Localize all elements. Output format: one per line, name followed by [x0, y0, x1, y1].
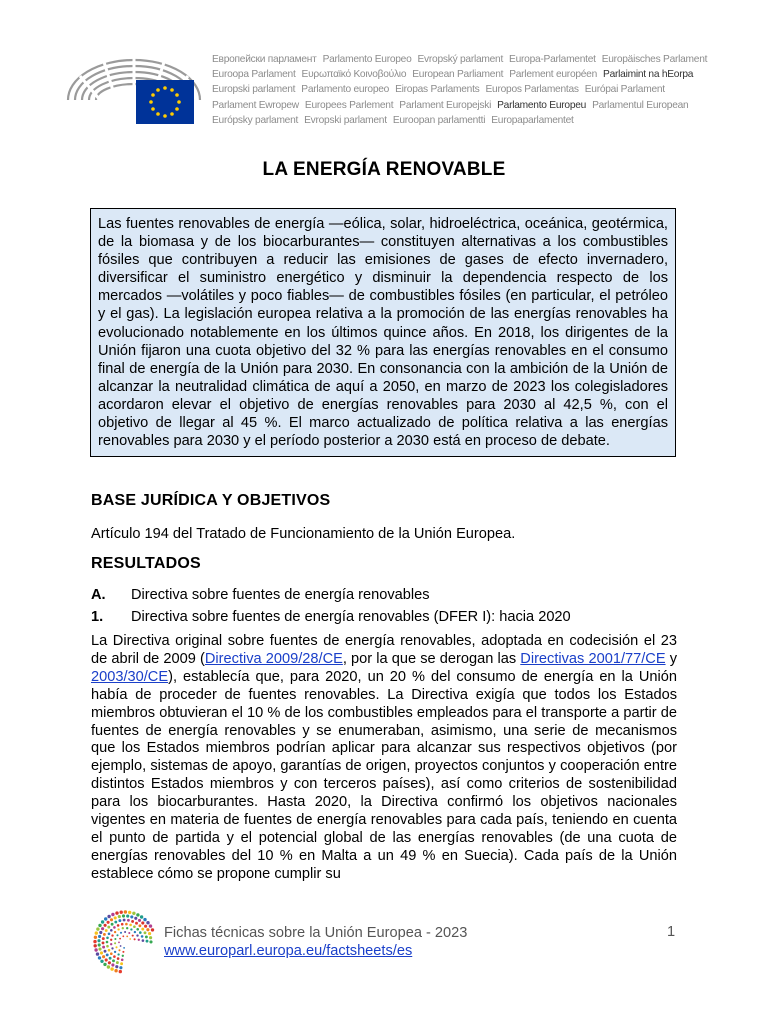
body-text-part: La Directiva original sobre fuentes de energía renovables, adoptada en codecisión el 23 de abril de 2009 (: [91, 633, 677, 667]
logo-dot: [94, 944, 97, 947]
body-paragraph: [91, 633, 677, 881]
parliament-name: Euroopan parlamentti: [392, 114, 486, 126]
logo-dot: [145, 935, 148, 938]
parliament-name: Ευρωπαϊκό Κοινοβούλιο: [301, 69, 407, 81]
parliament-name: Euroopa Parlament: [212, 69, 296, 81]
logo-dot: [138, 924, 141, 927]
logo-dot: [110, 967, 113, 970]
item-a-text: Directiva sobre fuentes de energía renovables: [131, 587, 430, 603]
summary-box: Las fuentes renovables de energía —eólica, solar, hidroeléctrica, oceánica, geotérmica, de la biomasa y de los biocarburantes— constituyen alternativas a los combustibles fósiles que contribuyen a reducir las emisiones de gases de efecto invernadero, diversificar el suministro energético y disminuir la dependencia respecto de los mercados —volátiles y poco fiables— de combustibles fósiles (en particular, el petróleo y el gas). La legislación europea relativa a la promoción de las energías renovables ha evolucionado notablemente en los últimos quince años. En 2018, los dirigentes de la Unión fijaron una cuota objetivo del 32 % para las energías renovables en el consumo final de energía de la Unión para 2030. En consonancia con la ambición de la Unión de alcanzar la neutralidad climática de aquí a 2050, en marzo de 2023 los colegisladores acordaron elevar el objetivo de energías renovables para 2030 al 42,5 %, con el objetivo de llegar al 45 %. El marco actualizado de política relativa a las energías renovables para 2030 y el período posterior a 2030 está en proceso de debate.: [90, 208, 676, 457]
logo-dot: [116, 934, 118, 936]
logo-dot: [125, 923, 128, 926]
logo-dot: [115, 911, 118, 914]
logo-dot: [110, 929, 113, 932]
footer-link[interactable]: www.europarl.europa.eu/factsheets/es: [164, 943, 413, 959]
logo-dot: [128, 911, 131, 914]
logo-dot: [120, 911, 123, 914]
logo-dot: [96, 927, 99, 930]
parliament-name: Európai Parlament: [584, 84, 665, 96]
page-title: LA ENERGÍA RENOVABLE: [262, 159, 506, 180]
logo-dot: [140, 915, 143, 918]
logo-dot: [132, 935, 134, 937]
results-heading: RESULTADOS: [91, 555, 201, 572]
logo-dot: [149, 940, 152, 943]
logo-dot: [121, 959, 124, 962]
logo-dot: [106, 945, 109, 948]
logo-dot: [114, 921, 117, 924]
logo-dot: [122, 951, 124, 953]
logo-dot: [113, 955, 116, 958]
logo-dot: [118, 919, 121, 922]
logo-dot: [99, 931, 102, 934]
logo-dot: [100, 960, 103, 963]
logo-dot: [127, 919, 130, 922]
logo-dot: [110, 939, 112, 941]
logo-dot: [141, 921, 144, 924]
logo-dot: [111, 923, 114, 926]
logo-dot: [126, 915, 129, 918]
logo-dot: [123, 947, 125, 949]
logo-dot: [120, 962, 123, 965]
logo-dot: [143, 918, 146, 921]
parliament-name: Európsky parlament: [212, 114, 299, 126]
logo-dot: [98, 943, 101, 946]
logo-dot: [108, 949, 111, 952]
logo-dot: [102, 941, 105, 944]
logo-dot: [133, 925, 136, 928]
logo-dot: [94, 936, 97, 939]
logo-dot: [111, 913, 114, 916]
parliament-name: Европейски парламент: [212, 54, 317, 65]
factsheets-logo-icon: [89, 908, 155, 974]
logo-dot: [110, 952, 113, 955]
logo-dot: [149, 936, 152, 939]
logo-dot: [107, 926, 110, 929]
logo-dot: [98, 935, 101, 938]
logo-dot: [121, 923, 124, 926]
logo-dot: [115, 946, 117, 948]
logo-dot: [111, 934, 113, 936]
parliament-names-line: [212, 98, 752, 113]
directive-2001-77-link[interactable]: Directivas 2001/77/CE: [520, 650, 666, 667]
logo-dot: [128, 932, 130, 934]
parliament-names: [212, 52, 752, 128]
logo-dot: [114, 942, 116, 944]
logo-dot: [106, 941, 109, 944]
item-1-text: Directiva sobre fuentes de energía renovables (DFER I): hacia 2020: [131, 609, 571, 625]
body-text-part: ), establecía que, para 2020, un 20 % del consumo de energía en la Unión había de proceder de fuentes renovables. La Directiva exigía que todos los Estados miembros obtuvieran el 10 % de los combustibles empleados para el transporte a partir de fuentes de energía renovables y se enumeraban, asimismo, una serie de mecanismos que los Estados miembros podrían aplicar para alcanzar sus respectivos objetivos (por ejemplo, sistemas de apoyo, garantías de origen, proyectos conjuntos y cooperación entre distintos Estados miembros y con terceros países), así como criterios de sostenibilidad para los biocarburantes. Hasta 2020, la Directiva confirmó los objetivos nacionales vigentes en materia de fuentes de energía renovables para cada país, teniendo en cuenta el punto de partida y el potencial global de las energías renovables (de una cuota de energías renovables del 10 % en Malta a un 49 % en Suecia). Cada país de la Unión establece cómo se propone cumplir su: [91, 668, 677, 881]
legal-basis-text: Artículo 194 del Tratado de Funcionamiento de la Unión Europea.: [91, 526, 516, 542]
item-a-marker: A.: [91, 587, 106, 603]
directive-2003-30-link[interactable]: 2003/30/CE: [91, 668, 169, 685]
logo-dot: [112, 959, 115, 962]
logo-dot: [139, 931, 142, 934]
parliament-names-line: [212, 82, 752, 97]
logo-dot: [136, 934, 138, 936]
logo-dot: [114, 938, 116, 940]
logo-dot: [149, 924, 152, 927]
logo-dot: [105, 929, 108, 932]
parliament-name: Parlaimint na hEorpa: [603, 69, 694, 81]
logo-dot: [120, 945, 122, 947]
logo-dot: [141, 935, 144, 938]
logo-dot: [113, 926, 116, 929]
logo-dot: [130, 915, 133, 918]
parliament-names-line: [212, 52, 752, 67]
logo-dot: [144, 925, 147, 928]
item-1: [91, 609, 571, 625]
logo-dot: [146, 928, 149, 931]
parliament-name: Eiropas Parlaments: [395, 84, 480, 96]
logo-dot: [96, 952, 99, 955]
logo-dot: [105, 958, 108, 961]
logo-dot: [107, 965, 110, 968]
logo-dot: [98, 948, 101, 951]
logo-dot: [107, 915, 110, 918]
legal-basis-heading: BASE JURÍDICA Y OBJETIVOS: [91, 492, 331, 509]
logo-dot: [131, 920, 134, 923]
logo-dot: [123, 919, 126, 922]
logo-dot: [94, 948, 97, 951]
logo-dot: [93, 940, 96, 943]
logo-dot: [119, 966, 122, 969]
parliament-names-line: [212, 67, 752, 82]
parliament-name: Europaparlamentet: [491, 114, 574, 126]
logo-dot: [122, 955, 124, 957]
parliament-name: Parlamento Europeu: [497, 99, 587, 111]
logo-dot: [151, 928, 154, 931]
logo-dot: [129, 938, 131, 940]
page-header: [0, 0, 768, 140]
parliament-name: Evropski parlament: [304, 114, 387, 126]
logo-dot: [103, 933, 106, 936]
item-1-marker: 1.: [91, 609, 104, 625]
logo-dot: [134, 931, 136, 933]
logo-dot: [116, 961, 119, 964]
parliament-name: Parlamentul European: [592, 99, 689, 111]
logo-dot: [110, 943, 112, 945]
logo-dot: [104, 924, 107, 927]
parliament-name: Europa-Parlamentet: [509, 54, 596, 65]
parliament-name: Europees Parlement: [304, 99, 394, 111]
page-number: 1: [667, 924, 676, 940]
logo-dot: [126, 927, 128, 929]
logo-dot: [101, 920, 104, 923]
logo-dot: [111, 963, 114, 966]
logo-dot: [98, 924, 101, 927]
logo-dot: [122, 927, 124, 929]
logo-dot: [135, 922, 138, 925]
logo-dot: [114, 931, 116, 933]
logo-dot: [136, 913, 139, 916]
logo-dot: [114, 951, 116, 953]
parliament-name: Evropský parlament: [417, 54, 504, 65]
logo-dot: [148, 932, 151, 935]
logo-dot: [118, 942, 120, 944]
parliament-name: Parlament Ewropew: [212, 99, 299, 111]
logo-dot: [102, 946, 105, 949]
body-text-part: y: [665, 650, 677, 667]
logo-dot: [108, 933, 111, 936]
logo-dot: [122, 914, 125, 917]
logo-dot: [110, 918, 113, 921]
logo-dot: [102, 955, 105, 958]
logo-dot: [114, 916, 117, 919]
logo-dot: [108, 961, 111, 964]
logo-dot: [124, 910, 127, 913]
logo-dot: [117, 957, 120, 960]
logo-dot: [146, 940, 149, 943]
parliament-name: Parlamento europeo: [301, 84, 390, 96]
logo-dot: [142, 939, 145, 942]
logo-dot: [138, 939, 140, 941]
parliament-name: Parlament Europejski: [399, 99, 492, 111]
logo-dot: [109, 957, 112, 960]
logo-dot: [130, 928, 132, 930]
footer-title: Fichas técnicas sobre la Unión Europea - 2023: [164, 925, 468, 941]
directive-2009-28-link[interactable]: Directiva 2009/28/CE: [204, 650, 343, 667]
logo-dot: [122, 935, 124, 937]
parliament-name: Europäisches Parlament: [601, 54, 708, 65]
logo-dot: [134, 938, 136, 940]
parliament-names-line: [212, 113, 752, 128]
logo-dot: [119, 938, 121, 940]
logo-dot: [115, 965, 118, 968]
logo-dot: [106, 953, 109, 956]
logo-dot: [114, 969, 117, 972]
logo-dot: [117, 924, 120, 927]
logo-dot: [117, 953, 119, 955]
logo-dot: [132, 912, 135, 915]
logo-dot: [100, 951, 103, 954]
parliament-name: Europski parlament: [212, 84, 296, 96]
logo-dot: [107, 921, 110, 924]
parliament-name: Europos Parlamentas: [485, 84, 579, 96]
logo-dot: [98, 956, 101, 959]
logo-dot: [101, 927, 104, 930]
body-text-part: , por la que se derogan las: [342, 650, 521, 667]
logo-dot: [117, 928, 119, 930]
parliament-name: Parlamento Europeo: [322, 54, 412, 65]
logo-dot: [141, 928, 144, 931]
logo-dot: [118, 949, 120, 951]
logo-dot: [138, 919, 141, 922]
footer: [164, 924, 467, 960]
logo-dot: [120, 932, 122, 934]
item-a: [91, 587, 430, 603]
logo-dot: [146, 921, 149, 924]
logo-dot: [102, 937, 105, 940]
logo-dot: [119, 970, 122, 973]
logo-dot: [136, 928, 139, 931]
logo-dot: [95, 931, 98, 934]
logo-dot: [144, 931, 147, 934]
logo-dot: [126, 936, 128, 938]
european-parliament-logo: [64, 50, 204, 128]
logo-dot: [104, 917, 107, 920]
logo-dot: [124, 931, 126, 933]
parliament-name: Parlement européen: [509, 69, 598, 81]
logo-dot: [97, 939, 100, 942]
logo-dot: [103, 963, 106, 966]
logo-dot: [104, 950, 107, 953]
logo-dot: [106, 937, 109, 940]
parliament-name: European Parliament: [412, 69, 504, 81]
logo-dot: [134, 917, 137, 920]
logo-dot: [118, 915, 121, 918]
logo-dot: [111, 947, 113, 949]
logo-dot: [129, 924, 132, 927]
